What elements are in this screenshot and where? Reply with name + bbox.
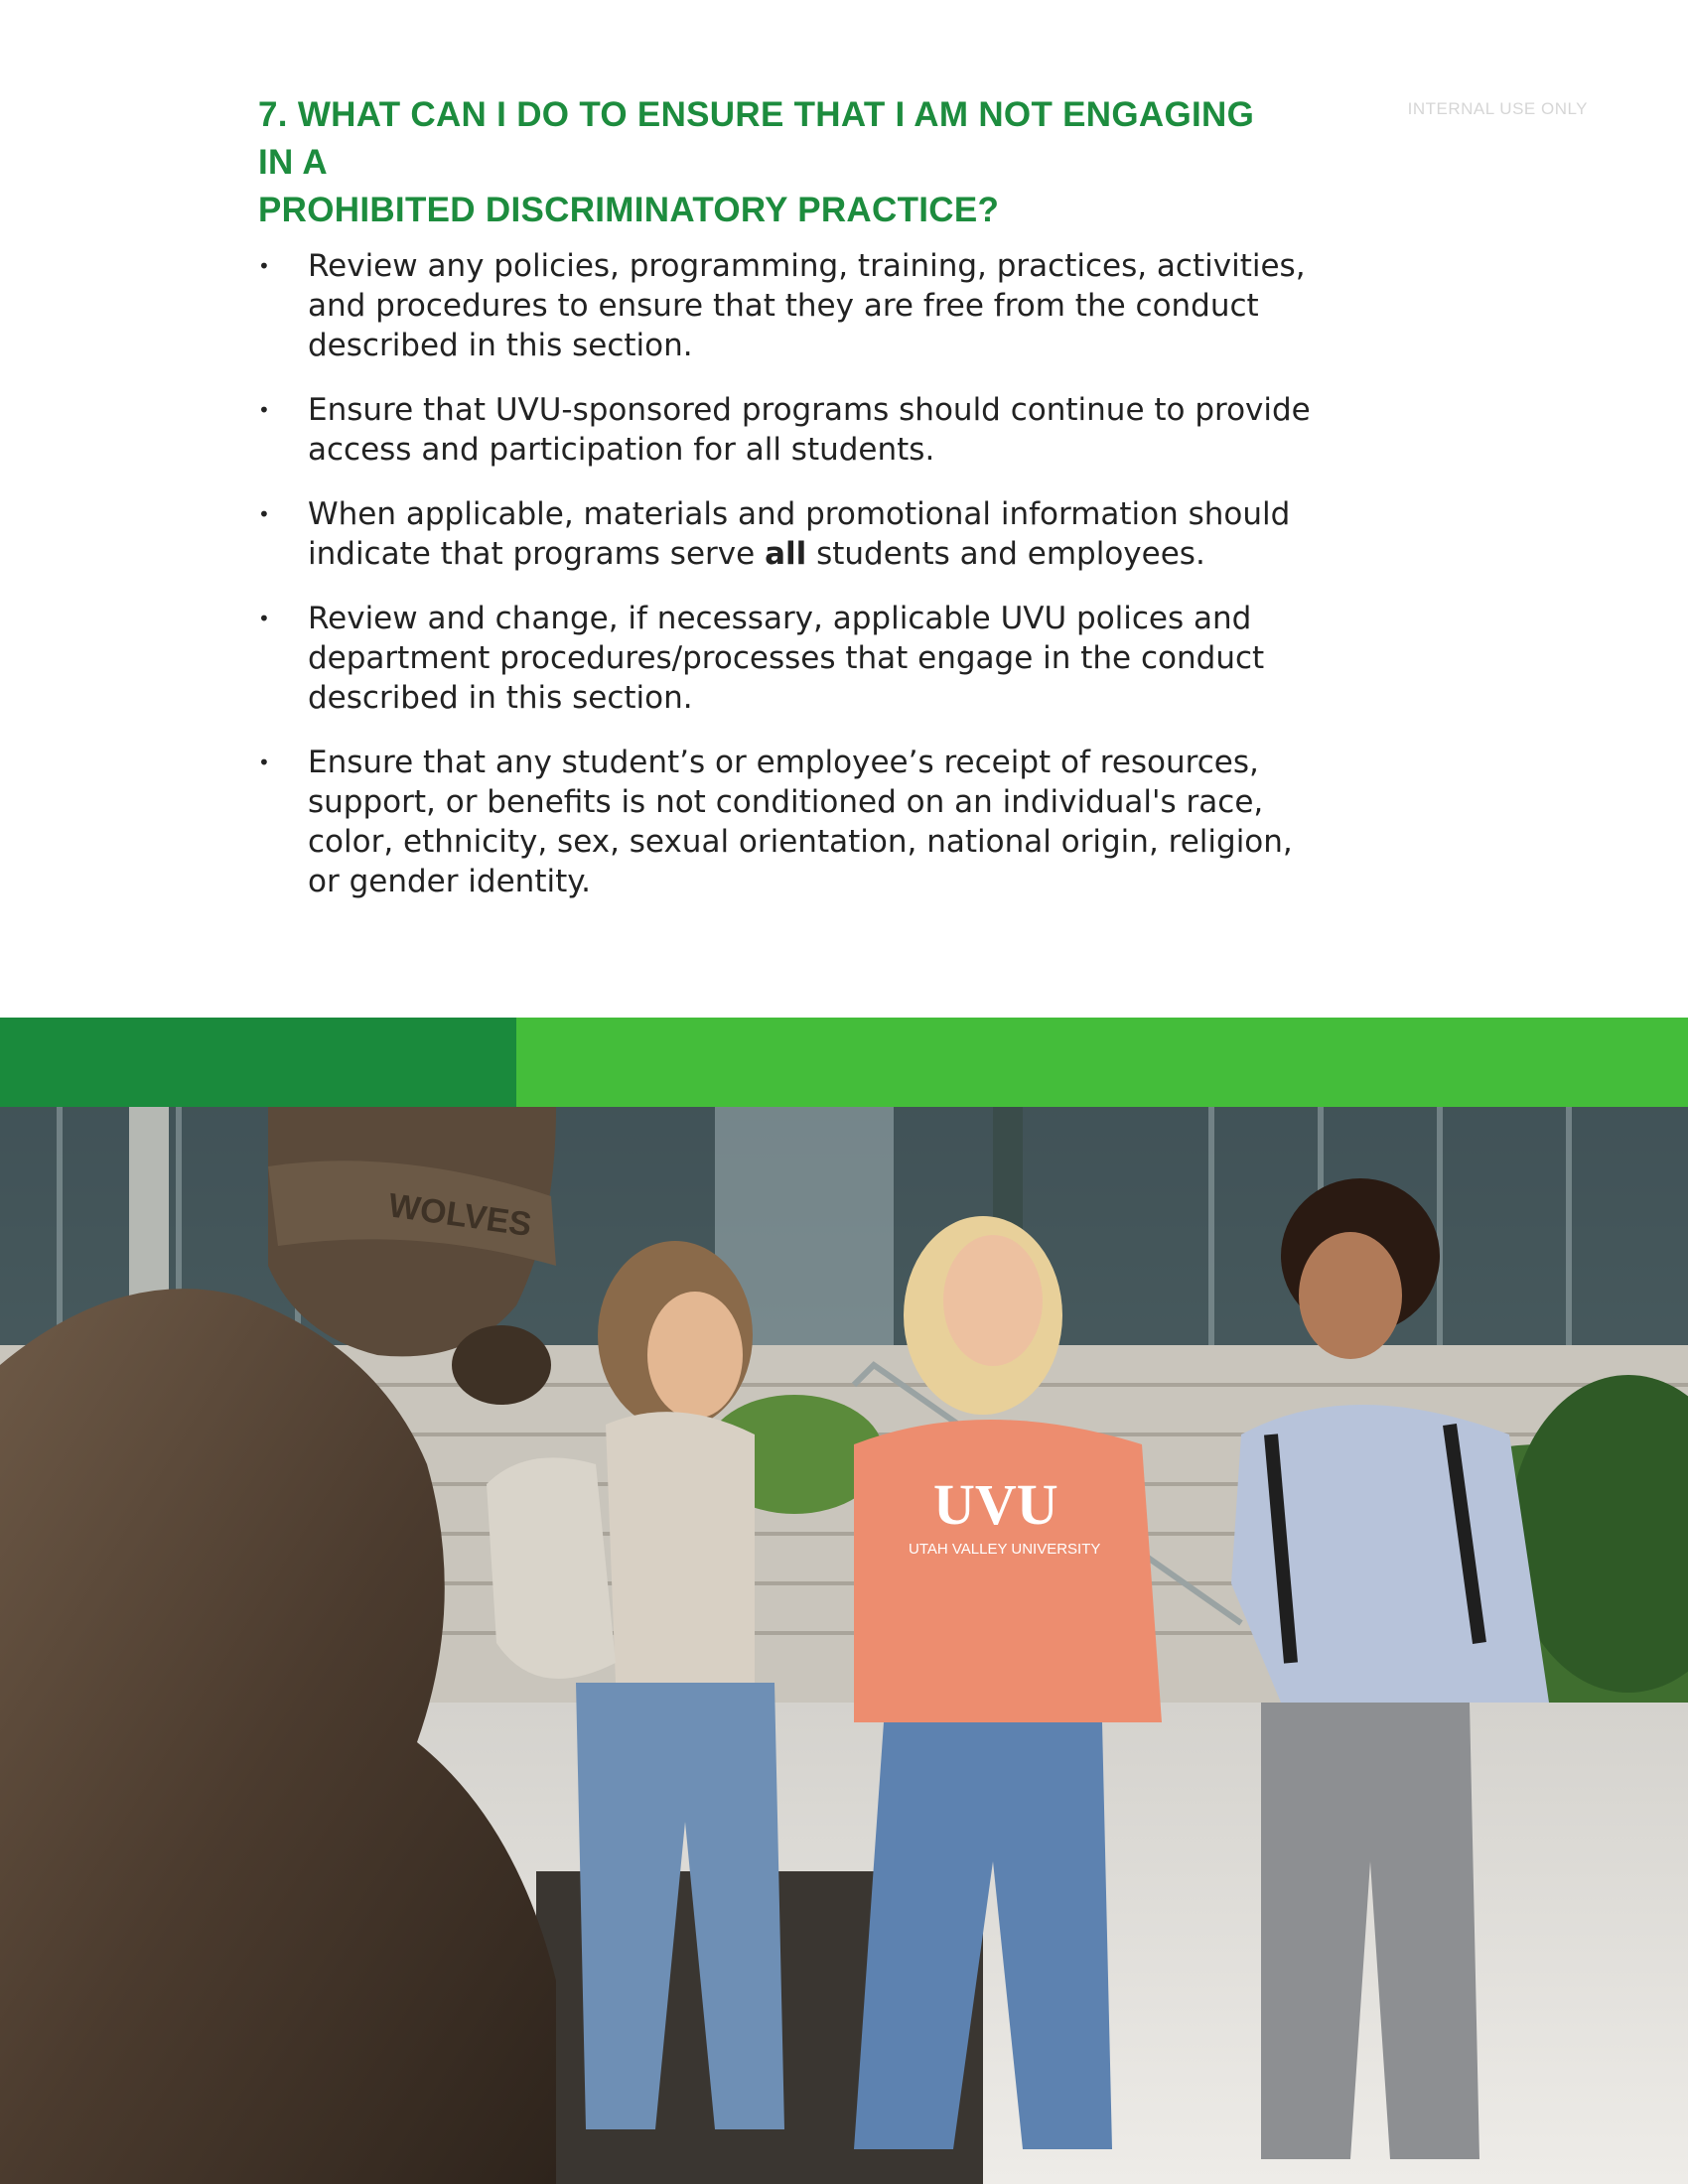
bullet-text-emphasis: all: [765, 536, 807, 572]
bullet-text: Review any policies, programming, training, practices, activities, and procedures to ensure that they are free from the conduct described in this section.: [308, 248, 1306, 363]
bullet-marker: •: [258, 398, 270, 422]
bullet-text: [308, 496, 1290, 572]
heading-line-2: PROHIBITED DISCRIMINATORY PRACTICE?: [258, 191, 1000, 229]
bullet-item-promotional-materials: [258, 494, 1321, 574]
bullet-marker: •: [258, 254, 270, 278]
shirt-uvu-text: UVU: [933, 1472, 1058, 1537]
photo-illustration: [0, 1107, 1688, 2184]
bullet-text: Ensure that any student’s or employee’s receipt of resources, support, or benefits is not conditioned on an individual's race, color, ethnicity, sex, sexual orientation, national origin, religion, or gender identity.: [308, 745, 1293, 899]
bullet-marker: •: [258, 607, 270, 630]
bullet-text-start: When applicable, materials and promotional information should indicate that programs serve: [308, 496, 1291, 572]
bullet-text: Review and change, if necessary, applicable UVU polices and department procedures/processes that engage in the conduct described in this section.: [308, 601, 1265, 716]
bullet-text: Ensure that UVU-sponsored programs should continue to provide access and participation for all students.: [308, 392, 1311, 468]
internal-use-label: INTERNAL USE ONLY: [1407, 99, 1588, 118]
section-heading: [258, 91, 1291, 234]
bullet-marker: •: [258, 751, 270, 774]
shirt-university-text: UTAH VALLEY UNIVERSITY: [909, 1541, 1101, 1558]
campus-students-photo: [0, 1107, 1688, 2184]
green-band-light: [516, 1018, 1688, 1107]
bullet-item-review-policies: [258, 246, 1321, 365]
guidance-bullet-list: [258, 246, 1321, 926]
bullet-item-resources-not-conditioned: [258, 743, 1321, 901]
statue-headband-text: WOLVES: [385, 1186, 534, 1245]
bullet-text-end: students and employees.: [806, 536, 1205, 572]
heading-line-1: 7. WHAT CAN I DO TO ENSURE THAT I AM NOT ENGAGING IN A: [258, 95, 1255, 182]
bullet-item-review-change: [258, 599, 1321, 718]
green-band-dark: [0, 1018, 516, 1107]
bullet-item-access-participation: [258, 390, 1321, 470]
bullet-marker: •: [258, 502, 270, 526]
